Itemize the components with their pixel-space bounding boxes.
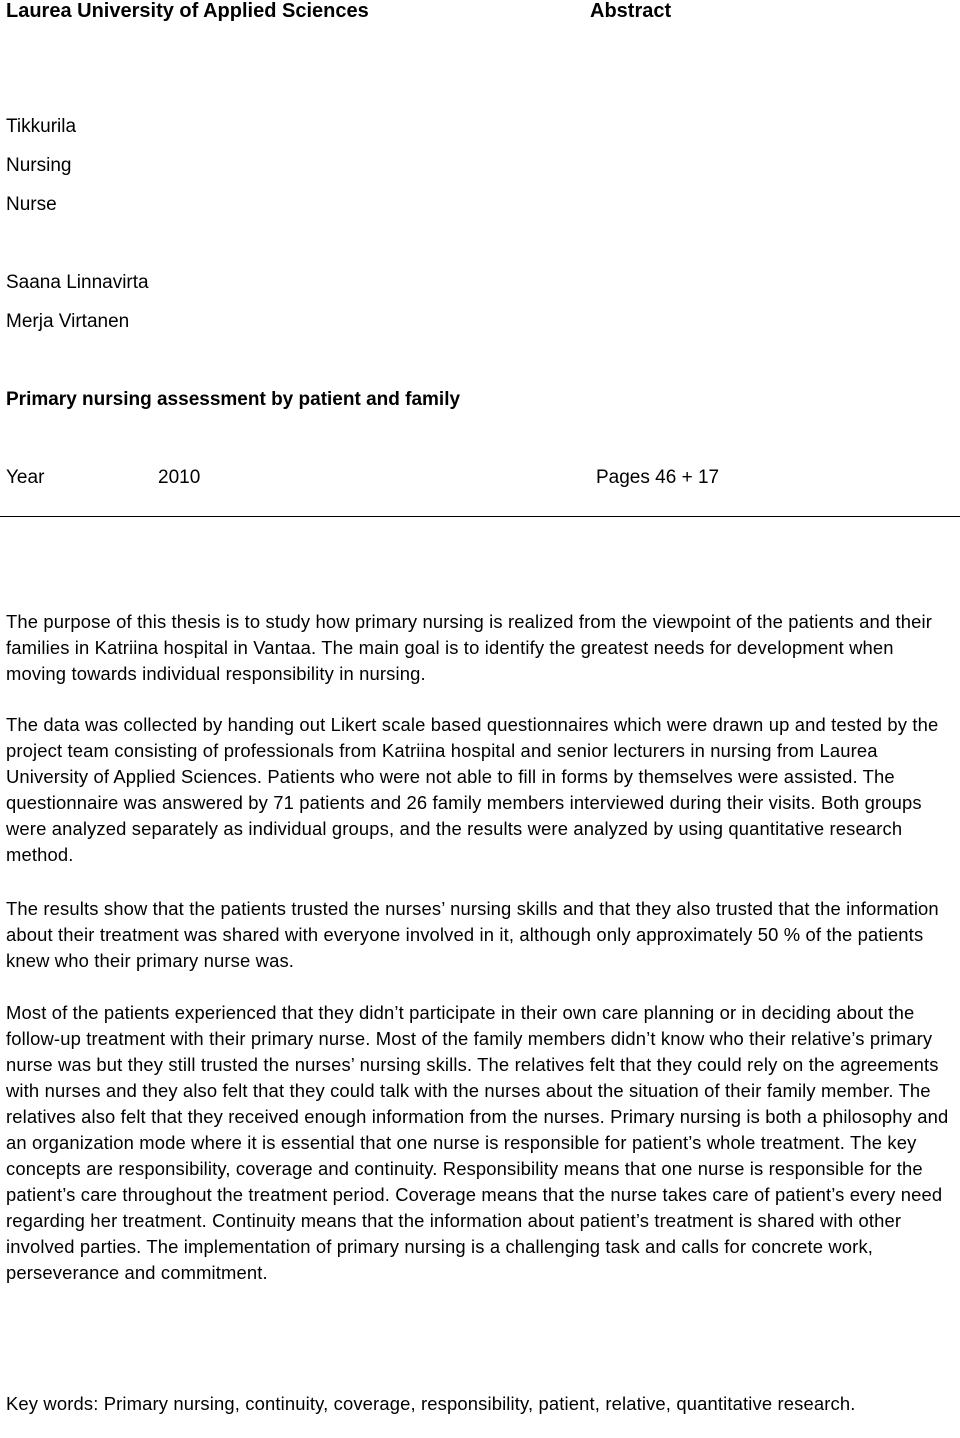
- pages-count: Pages 46 + 17: [596, 467, 720, 488]
- abstract-paragraph-3: The results show that the patients trusted the nurses’ nursing skills and that they also trusted that the information about their treatment was shared with everyone involved in it, although only approximately 50 % of the patients knew who their primary nurse was.: [6, 898, 939, 971]
- degree-name: Nurse: [6, 194, 57, 215]
- year-value: 2010: [158, 467, 201, 488]
- page-header: [6, 0, 946, 22]
- unit-name: Tikkurila: [6, 116, 77, 137]
- abstract-paragraph-1: The purpose of this thesis is to study how primary nursing is realized from the viewpoint of the patients and their families in Katriina hospital in Vantaa. The main goal is to identify the greatest needs for development when moving towards individual responsibility in nursing.: [6, 611, 932, 684]
- author-2: Merja Virtanen: [6, 311, 130, 332]
- author-1: Saana Linnavirta: [6, 272, 149, 293]
- programme-name: Nursing: [6, 155, 72, 176]
- abstract-paragraph-2: The data was collected by handing out Likert scale based questionnaires which were drawn up and tested by the project team consisting of professionals from Katriina hospital and senior lecturers in nursing from Laurea University of Applied Sciences. Patients who were not able to fill in forms by themselves were assisted. The questionnaire was answered by 71 patients and 26 family members interviewed during their visits. Both groups were analyzed separately as individual groups, and the results were analyzed by using quantitative research method.: [6, 714, 939, 865]
- year-pages-row: [6, 467, 946, 489]
- year-label: Year: [6, 467, 45, 488]
- section-title: Abstract: [590, 0, 672, 22]
- separator-rule: [0, 516, 960, 517]
- thesis-title: Primary nursing assessment by patient and family: [6, 389, 461, 410]
- keywords: Key words: Primary nursing, continuity, coverage, responsibility, patient, relative, quantitative research.: [6, 1393, 856, 1414]
- abstract-paragraph-4: Most of the patients experienced that they didn’t participate in their own care planning or in deciding about the follow-up treatment with their primary nurse. Most of the family members didn’t know who their relative’s primary nurse was but they still trusted the nurses’ nursing skills. The relatives felt that they could rely on the agreements with nurses and they also felt that they could talk with the nurses about the situation of their family member. The relatives also felt that they received enough information from the nurses. Primary nursing is both a philosophy and an organization mode where it is essential that one nurse is responsible for patient’s whole treatment. The key concepts are responsibility, coverage and continuity. Responsibility means that one nurse is responsible for the patient’s care throughout the treatment period. Coverage means that the nurse takes care of patient’s every need regarding her treatment. Continuity means that the information about patient’s treatment is shared with other involved parties. The implementation of primary nursing is a challenging task and calls for concrete work, perseverance and commitment.: [6, 1002, 949, 1283]
- university-name: Laurea University of Applied Sciences: [6, 0, 369, 22]
